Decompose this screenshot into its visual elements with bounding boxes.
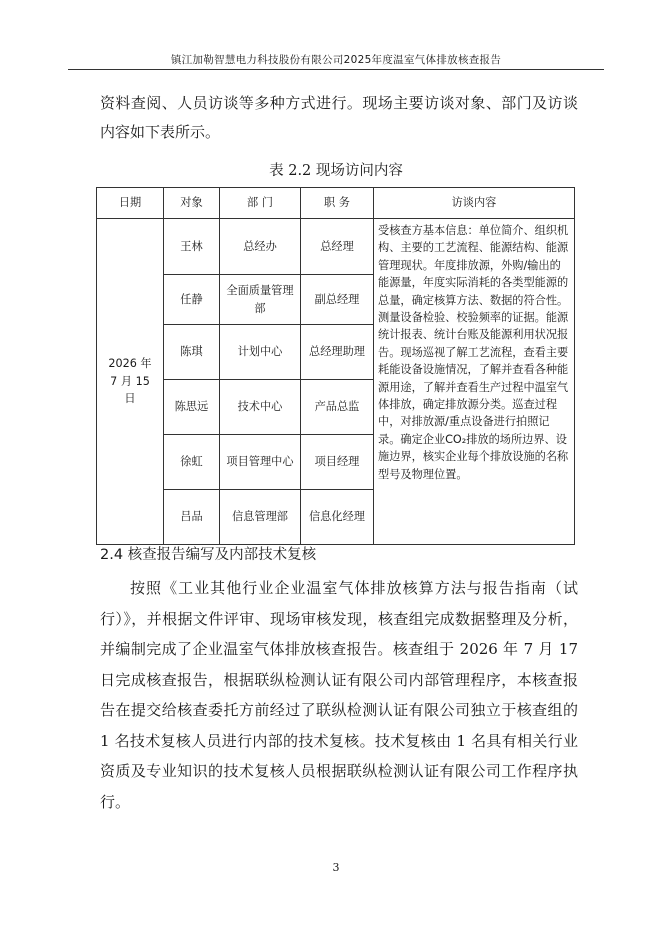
department-cell: 计划中心 — [220, 325, 301, 380]
department-cell: 项目管理中心 — [220, 435, 301, 490]
header-position: 职 务 — [301, 188, 374, 219]
person-cell: 陈琪 — [164, 325, 220, 380]
person-cell: 任静 — [164, 275, 220, 325]
person-cell: 陈思远 — [164, 380, 220, 435]
page-number: 3 — [332, 861, 340, 874]
table-caption: 表 2.2 现场访问内容 — [269, 163, 403, 179]
section-title: 2.4 核查报告编写及内部技术复核 — [100, 547, 317, 563]
header-content: 访谈内容 — [374, 188, 575, 219]
department-cell: 总经办 — [220, 219, 301, 275]
position-cell: 信息化经理 — [301, 490, 374, 545]
site-visit-table — [96, 187, 575, 545]
header-department: 部 门 — [220, 188, 301, 219]
header-date: 日期 — [97, 188, 164, 219]
position-cell: 总经理助理 — [301, 325, 374, 380]
intro-paragraph: 资料查阅、人员访谈等多种方式进行。现场主要访谈对象、部门及访谈内容如下表所示。 — [100, 94, 578, 141]
page-header: 镇江加勒智慧电力科技股份有限公司2025年度温室气体排放核查报告 — [170, 54, 502, 66]
position-cell: 副总经理 — [301, 275, 374, 325]
department-cell: 信息管理部 — [220, 490, 301, 545]
department-cell: 全面质量管理部 — [220, 275, 301, 325]
section-paragraph: 按照《工业其他行业企业温室气体排放核算方法与报告指南（试行）》，并根据文件评审、现场审核发现，核查组完成数据整理及分析，并编制完成了企业温室气体排放核查报告。核查组于 2026 年 7 月 17 日完成核查报告，根据联纵检测认证有限公司内部管理程序，本核查报告在提交给核查委托方前经过了联纵检测认证有限公司独立于核查组的 1 名技术复核人员进行内部的技术复核。技术复核由 1 名具有相关行业资质及专业知识的技术复核人员根据联纵检测认证有限公司工作程序执行。 — [100, 579, 578, 811]
person-cell: 王林 — [164, 219, 220, 275]
visit-date — [97, 219, 164, 545]
person-cell: 吕品 — [164, 490, 220, 545]
position-cell: 项目经理 — [301, 435, 374, 490]
position-cell: 产品总监 — [301, 380, 374, 435]
position-cell: 总经理 — [301, 219, 374, 275]
interview-content: 受核查方基本信息：单位简介、组织机构、主要的工艺流程、能源结构、能源管理现状。年度排放源，外购/输出的能源量，年度实际消耗的各类型能源的总量，确定核算方法、数据的符合性。测量设备检验、校验频率的证据。能源统计报表、统计台账及能源利用状况报告。现场巡视了解工艺流程，查看主要耗能设备设施情况，了解并查看各种能源用途，了解并查看生产过程中温室气体排放，确定排放源分类。巡查过程中，对排放源/重点设备进行拍照记录。确定企业CO₂排放的场所边界、设施边界，核实企业每个排放设施的名称型号及物理位置。 — [374, 219, 575, 545]
department-cell: 技术中心 — [220, 380, 301, 435]
person-cell: 徐虹 — [164, 435, 220, 490]
header-rule — [68, 69, 604, 70]
visit-date-text: 2026 年 7 月 15 日 — [108, 357, 152, 406]
header-person: 对象 — [164, 188, 220, 219]
table-header-row — [97, 188, 575, 219]
table-row — [97, 219, 575, 275]
